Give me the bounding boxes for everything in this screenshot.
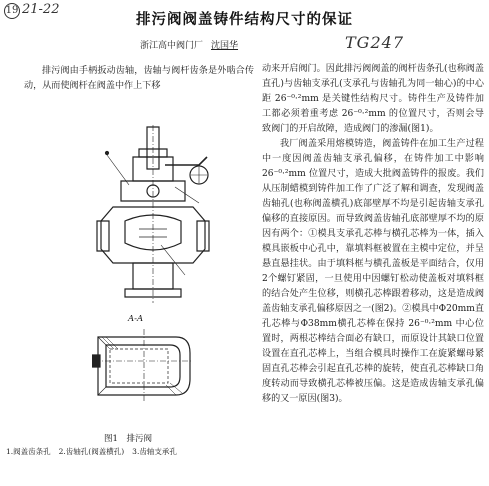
legend-item-1: 1.阀盖齿条孔	[6, 447, 51, 456]
figure-2-section-label: A-A	[128, 314, 144, 324]
legend-item-2: 2.齿轴孔(阀盖横孔)	[58, 447, 125, 456]
circled-number: 19	[4, 3, 20, 19]
figure-legend	[6, 446, 185, 457]
left-column-text: 排污阀由手柄扳动齿轴，齿轴与阀杆齿条是外啮合传动，从而使阀杆在阀盖中作上下移	[24, 66, 254, 91]
figure-caption: 图1 排污阀	[104, 434, 152, 444]
affiliation: 浙江高中阀门厂	[140, 41, 204, 51]
author: 沈国华	[211, 41, 239, 51]
right-column	[262, 62, 484, 407]
affiliation-line	[140, 38, 238, 51]
figure-2-section-drawing	[92, 323, 196, 407]
article-title: 排污阀阀盖铸件结构尺寸的保证	[136, 12, 353, 28]
right-paragraph-1: 动来开启阀门。因此排污阀阀盖的阀杆齿条孔(也称阀盖直孔)与齿轴支承孔(支承孔与齿轴孔为同一轴心)的中心距 26⁻⁰·²mm 是关键性结构尺寸。铸件生产及铸件加工都必须着重考虑 26⁻⁰·²mm 的位置尺寸，否则会导致阀门的开启故障，造成阀门的渗漏(图1)。	[262, 64, 484, 134]
right-paragraph-2: 我厂阀盖采用熔模铸造，阀盖铸件在加工生产过程中一度因阀盖齿轴支承孔偏移，在铸件加工中影响 26⁻⁰·²mm 位置尺寸，造成大批阀盖铸件的报废。我们从压制蜡模到铸件加工作了广泛了解和调查，发现阀盖齿轴孔(也称阀盖横孔)底部壁厚不均是引起齿轴支承孔偏移的直接原因。而导致阀盖齿轴孔底部壁厚不均的原因有两个：①模具支承孔芯棒与横孔芯棒为一体，插入模具嵌板中心孔中，靠填料框被置在主模中定位，并呈悬直悬挂状。由于填料框与横孔盖板是平面结合，仅用2个螺钉紧固，一旦使用中因螺钉松动使盖板对填料框的结合处产生位移，则横孔芯棒跟着移动，这是造成阀盖齿轴支承孔偏移原因之一(图2)。②模具中Φ20mm直孔芯棒与Φ38mm横孔芯棒在保持 26⁻⁰·²mm 中心位置时，两根芯棒结合面必有缺口，而原设计其缺口位置设置在直孔芯棒上，当组合模具时操作工在旋紧螺母紧固直孔芯棒会引起直孔芯棒的旋转，使直孔芯棒缺口角度转动而导致横孔芯棒被压偏。这是造成齿轴支承孔偏移的又一原因(图3)。	[262, 139, 484, 404]
figure-1-drawing	[95, 125, 225, 303]
legend-item-3: 3.齿轴支承孔	[132, 447, 177, 456]
handwritten-tag: TG247	[345, 33, 404, 52]
handwritten-ref: 21-22	[22, 2, 60, 17]
